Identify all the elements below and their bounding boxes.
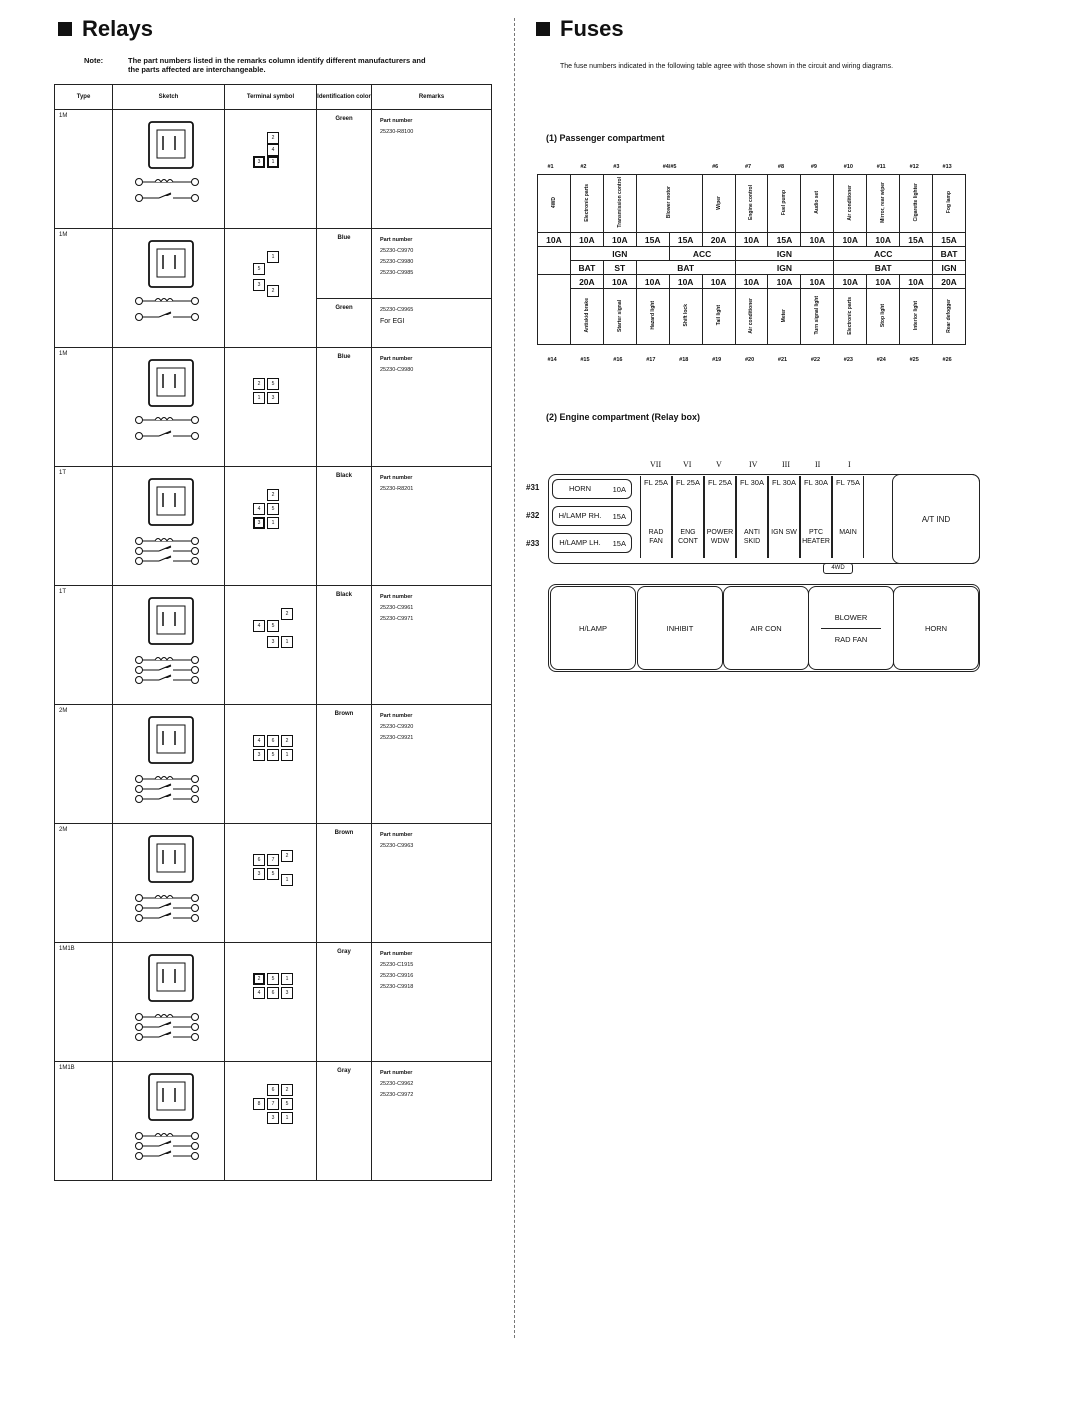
fuse-label: 4WD: [538, 175, 571, 233]
terminal-pin: 5: [281, 1098, 293, 1110]
terminal-pin: 1: [281, 874, 293, 886]
fuse-label: Hazard light: [636, 289, 669, 345]
terminal-cell: [225, 1062, 317, 1181]
terminal-pin: 1: [281, 973, 293, 985]
terminal-cell: [225, 467, 317, 586]
fuse-label: Electronic parts: [834, 289, 867, 345]
fuse-amp: 10A: [834, 233, 867, 247]
terminal-pin: 2: [253, 378, 265, 390]
fuses-title: Fuses: [560, 16, 624, 41]
remarks-cell: [372, 348, 492, 467]
fuse-amp: 10A: [735, 233, 768, 247]
fuse-amp: 15A: [933, 233, 966, 247]
remarks-head: Part number: [380, 475, 413, 481]
part-number: 25230-C9921: [380, 735, 414, 741]
remarks-cell: [372, 229, 492, 348]
fuse-amp: 15A: [669, 233, 702, 247]
remarks-head: Part number: [380, 713, 413, 719]
sketch-cell: [113, 1062, 225, 1181]
terminal-pin: 3: [253, 517, 265, 529]
relay-row: [55, 943, 492, 1062]
fusible-link: FL 25A POWER WDW: [704, 476, 736, 558]
relay-slot: HORN: [893, 586, 979, 670]
color-cell: [317, 229, 372, 348]
small-fuse: H/LAMP LH. 15A: [552, 533, 632, 553]
fuse-source: BAT: [834, 261, 933, 275]
fusible-link: FL 30A ANTI SKID: [736, 476, 768, 558]
part-number: 25230-C9971: [380, 616, 414, 622]
type-cell: 1T: [55, 467, 113, 586]
fuse-label: Blower motor: [636, 175, 702, 233]
fuse-amp: 20A: [702, 233, 735, 247]
fuse-number: #22: [810, 357, 821, 363]
fuse-number: #20: [745, 357, 755, 363]
relay-row: [55, 467, 492, 586]
passenger-fuse-table: [537, 174, 966, 345]
header-color: Identification color: [317, 85, 372, 110]
part-number: 25230-C9963: [380, 843, 414, 849]
part-number: 25230-C9970: [380, 248, 414, 254]
fuse-label: Cigarette lighter: [900, 175, 933, 233]
fuse-source: IGN: [570, 247, 669, 261]
terminal-pin: 7: [267, 854, 279, 866]
fuse-amp: 10A: [768, 275, 801, 289]
terminal-pin: 4: [253, 620, 265, 632]
color-value-2: Green: [335, 305, 353, 311]
fuse-label-row: [538, 175, 966, 233]
fuse-source: ACC: [669, 247, 735, 261]
fuse-number: #2: [580, 164, 587, 170]
color-cell: Black: [317, 467, 372, 586]
fuse-number: #11: [876, 164, 886, 170]
terminal-pin: 4: [253, 735, 265, 747]
fuse-amp: 10A: [702, 275, 735, 289]
fuse-label: Air conditioner: [735, 289, 768, 345]
note-label: Note:: [84, 56, 104, 65]
terminal-pin: 5: [267, 973, 279, 985]
header-sketch: Sketch: [113, 85, 225, 110]
relay-table: [54, 84, 492, 1181]
fuse-label: Fuel pump: [768, 175, 801, 233]
fuse-roman-number: I: [848, 460, 851, 469]
engine-heading: (2) Engine compartment (Relay box): [546, 412, 701, 422]
fuse-number: #9: [810, 164, 817, 170]
fuse-number: #1: [547, 164, 554, 170]
fuse-slot-number: #33: [526, 539, 540, 548]
part-number: 25230-C9965: [380, 307, 414, 313]
terminal-cell: [225, 705, 317, 824]
terminal-pin: 1: [281, 749, 293, 761]
fuse-amp: 20A: [933, 275, 966, 289]
fuse-number: #14: [547, 357, 557, 363]
fuse-amp: 10A: [603, 233, 636, 247]
part-number: 25230-C9962: [380, 1081, 414, 1087]
at-ind-slot: A/T IND: [892, 474, 980, 564]
fuse-source: ST: [603, 261, 636, 275]
terminal-cell: [225, 229, 317, 348]
fuse-number: #12: [909, 164, 919, 170]
fuse-source: IGN: [735, 261, 834, 275]
terminal-pin: 3: [267, 636, 279, 648]
relay-row: [55, 824, 492, 943]
fuse-amp: 10A: [735, 275, 768, 289]
fuse-number: #24: [876, 357, 886, 363]
fuse-bottom-amp-row: [538, 275, 966, 289]
fuse-amp: 15A: [768, 233, 801, 247]
sketch-cell: [113, 824, 225, 943]
remarks-head: Part number: [380, 356, 413, 362]
fuse-source-row-2: [538, 261, 966, 275]
part-number: 25230-C9918: [380, 984, 414, 990]
part-number: 25230-C1915: [380, 962, 414, 968]
bullet-square-icon: [536, 22, 550, 36]
fuse-amp: 10A: [669, 275, 702, 289]
type-cell: 1M: [55, 229, 113, 348]
fusible-link: FL 25A RAD FAN: [640, 476, 672, 558]
sketch-cell: [113, 586, 225, 705]
part-number: For EGI: [380, 318, 405, 325]
fuse-number: #25: [909, 357, 919, 363]
terminal-pin: 2: [253, 973, 265, 985]
fuse-source: BAT: [636, 261, 735, 275]
relay-slot: H/LAMP: [550, 586, 636, 670]
color-cell: Black: [317, 586, 372, 705]
relay-sketch-icon: [131, 594, 203, 688]
fuse-number: #26: [942, 357, 952, 363]
terminal-pin: 6: [267, 1084, 279, 1096]
heater-sub-label: 4WD: [823, 563, 853, 574]
terminal-pin: 3: [267, 392, 279, 404]
fuse-amp: 10A: [834, 275, 867, 289]
fuse-roman-number: II: [815, 460, 821, 469]
relay-sketch-icon: [131, 713, 203, 807]
type-cell: 1M: [55, 110, 113, 229]
fuse-bottom-label-row: [538, 289, 966, 345]
relay-sketch-icon: [131, 118, 203, 212]
fuse-label: Wiper: [702, 175, 735, 233]
remarks-head: Part number: [380, 594, 413, 600]
fuse-roman-number: III: [782, 460, 790, 469]
remarks-cell: [372, 705, 492, 824]
fuse-number: #10: [843, 164, 853, 170]
relay-sketch-icon: [131, 475, 203, 569]
relay-sketch-icon: [131, 356, 203, 450]
terminal-pin: 2: [281, 608, 293, 620]
terminal-cell: [225, 943, 317, 1062]
type-cell: 1M1B: [55, 943, 113, 1062]
relay-row: [55, 110, 492, 229]
small-fuse: HORN 10A: [552, 479, 632, 499]
fuse-amp: 10A: [900, 275, 933, 289]
fuses-heading: [536, 16, 624, 42]
terminal-pin: 8: [253, 1098, 265, 1110]
fuse-amp: 10A: [867, 233, 900, 247]
terminal-pin: 2: [267, 489, 279, 501]
relay-table-header: [55, 85, 492, 110]
part-number: 25230-C9916: [380, 973, 414, 979]
fuse-slot-number: #31: [526, 483, 540, 492]
remarks-cell: [372, 943, 492, 1062]
part-number: 25230-C9961: [380, 605, 414, 611]
fuse-note: The fuse numbers indicated in the following table agree with those shown in the circuit and wiring diagrams.: [560, 63, 894, 70]
type-cell: 2M: [55, 705, 113, 824]
sketch-cell: [113, 705, 225, 824]
fuse-amp: 15A: [636, 233, 669, 247]
terminal-pin: 2: [267, 132, 279, 144]
header-terminal: Terminal symbol: [225, 85, 317, 110]
fuse-label: Meter: [768, 289, 801, 345]
fuse-label: Starter signal: [603, 289, 636, 345]
fuse-roman-number: V: [716, 460, 722, 469]
relays-heading: [58, 16, 153, 42]
fuse-source: ACC: [834, 247, 933, 261]
fuse-source: BAT: [570, 261, 603, 275]
note-text: The part numbers listed in the remarks column identify different manufacturers and the parts affected are interchangeable.: [128, 56, 426, 74]
color-cell: Gray: [317, 943, 372, 1062]
terminal-pin: 6: [267, 735, 279, 747]
fuse-number: #17: [646, 357, 656, 363]
fuse-amp: 10A: [801, 233, 834, 247]
part-number: 25230-C9920: [380, 724, 414, 730]
terminal-pin: 2: [281, 850, 293, 862]
fuse-number: #4/#5: [662, 164, 677, 170]
terminal-pin: 3: [253, 749, 265, 761]
bullet-square-icon: [58, 22, 72, 36]
header-remarks: Remarks: [372, 85, 492, 110]
relay-slot: AIR CON: [723, 586, 809, 670]
terminal-pin: 3: [281, 987, 293, 999]
fusible-link: FL 25A ENG CONT: [672, 476, 704, 558]
fuse-number: #19: [712, 357, 722, 363]
part-number: 25230-R8201: [380, 486, 414, 492]
fuse-number: #16: [613, 357, 623, 363]
part-number: 25230-C9972: [380, 1092, 414, 1098]
fuse-amp: 10A: [867, 275, 900, 289]
terminal-pin: 2: [281, 735, 293, 747]
sketch-cell: [113, 110, 225, 229]
terminal-pin: 1: [267, 251, 279, 263]
color-cell: Brown: [317, 705, 372, 824]
terminal-pin: 5: [267, 749, 279, 761]
relay-row: [55, 1062, 492, 1181]
remarks-cell: [372, 110, 492, 229]
sketch-cell: [113, 229, 225, 348]
fuse-label: Mirror, rear wiper: [867, 175, 900, 233]
fuse-number: #6: [712, 164, 719, 170]
terminal-cell: [225, 824, 317, 943]
part-number: 25230-C9985: [380, 270, 414, 276]
remarks-cell: [372, 1062, 492, 1181]
fuse-number: #15: [580, 357, 590, 363]
fuse-amp: 10A: [570, 233, 603, 247]
terminal-pin: 7: [267, 1098, 279, 1110]
fuse-source: IGN: [735, 247, 834, 261]
terminal-pin: 5: [253, 263, 265, 275]
relay-row: [55, 229, 492, 348]
terminal-pin: 2: [267, 285, 279, 297]
sketch-cell: [113, 348, 225, 467]
fuse-amp: 15A: [900, 233, 933, 247]
remarks-head: Part number: [380, 1070, 413, 1076]
fuse-label: Rear defogger: [933, 289, 966, 345]
fuse-label: Shift lock: [669, 289, 702, 345]
fuse-label: Engine control: [735, 175, 768, 233]
fuse-source: BAT: [933, 247, 966, 261]
remarks-head: Part number: [380, 237, 413, 243]
type-cell: 1M1B: [55, 1062, 113, 1181]
fuse-label: Transmission control: [603, 175, 636, 233]
color-cell: Blue: [317, 348, 372, 467]
fuse-label: Electronic parts: [570, 175, 603, 233]
fuse-amp: 20A: [570, 275, 603, 289]
terminal-pin: 4: [253, 503, 265, 515]
terminal-pin: 2: [281, 1084, 293, 1096]
type-cell: 1M: [55, 348, 113, 467]
relay-slot: INHIBIT: [637, 586, 723, 670]
remarks-head: Part number: [380, 832, 413, 838]
part-number: 25230-C9980: [380, 259, 414, 265]
sketch-cell: [113, 943, 225, 1062]
fuse-number: #18: [679, 357, 689, 363]
header-type: Type: [55, 85, 113, 110]
terminal-pin: 1: [267, 156, 279, 168]
passenger-heading: (1) Passenger compartment: [546, 133, 665, 143]
page-divider: [514, 18, 515, 1338]
terminal-pin: 3: [253, 868, 265, 880]
color-value: Blue: [317, 229, 371, 299]
remarks-head: Part number: [380, 951, 413, 957]
fuse-amp: 10A: [603, 275, 636, 289]
relays-title: Relays: [82, 16, 153, 41]
terminal-pin: 1: [267, 517, 279, 529]
fuse-label: Tail light: [702, 289, 735, 345]
fuse-roman-number: VI: [683, 460, 692, 469]
terminal-pin: 6: [253, 854, 265, 866]
fuse-label: Air conditioner: [834, 175, 867, 233]
relay-sketch-icon: [131, 237, 203, 331]
fusible-link: FL 30A PTC HEATER: [800, 476, 832, 558]
type-cell: 1T: [55, 586, 113, 705]
terminal-pin: 4: [253, 987, 265, 999]
remarks-cell: [372, 586, 492, 705]
fuse-label: Stop light: [867, 289, 900, 345]
fuse-amp: 10A: [801, 275, 834, 289]
fuse-number: #21: [777, 357, 788, 363]
relay-slot: BLOWER RAD FAN: [808, 586, 894, 670]
terminal-pin: 3: [253, 279, 265, 291]
terminal-cell: [225, 586, 317, 705]
relay-row: [55, 348, 492, 467]
terminal-pin: 1: [281, 1112, 293, 1124]
fuse-label: Interior light: [900, 289, 933, 345]
fuse-roman-number: VII: [650, 460, 662, 469]
type-cell: 2M: [55, 824, 113, 943]
terminal-pin: 6: [267, 987, 279, 999]
part-number: 25230-R8100: [380, 129, 414, 135]
fuse-number: #3: [613, 164, 620, 170]
terminal-pin: 5: [267, 378, 279, 390]
relay-row: [55, 705, 492, 824]
fuse-label: Turn signal light: [801, 289, 834, 345]
fuse-label: Audio set: [801, 175, 834, 233]
fusible-link: FL 75A MAIN: [832, 476, 864, 558]
terminal-pin: 4: [267, 144, 279, 156]
color-cell: Gray: [317, 1062, 372, 1181]
part-number: 25230-C9980: [380, 367, 414, 373]
remarks-head: Part number: [380, 118, 413, 124]
terminal-pin: 5: [267, 868, 279, 880]
relay-sketch-icon: [131, 832, 203, 926]
fuse-number: #23: [843, 357, 853, 363]
color-cell: Green: [317, 110, 372, 229]
fuse-label: Antiskid brake: [570, 289, 603, 345]
fuse-roman-number: IV: [749, 460, 758, 469]
fuse-number: #13: [942, 164, 952, 170]
fuse-number: #7: [745, 164, 752, 170]
small-fuse: H/LAMP RH. 15A: [552, 506, 632, 526]
sketch-cell: [113, 467, 225, 586]
terminal-cell: [225, 348, 317, 467]
relay-row: [55, 586, 492, 705]
remarks-cell: [372, 824, 492, 943]
terminal-pin: 1: [281, 636, 293, 648]
fuse-amp: 10A: [636, 275, 669, 289]
color-cell: Brown: [317, 824, 372, 943]
fuse-source-row-1: [538, 247, 966, 261]
fusible-link: FL 30A IGN SW: [768, 476, 800, 558]
fuse-slot-number: #32: [526, 511, 540, 520]
fuse-number: #8: [777, 164, 785, 170]
terminal-cell: [225, 110, 317, 229]
fuse-amp: 10A: [538, 233, 571, 247]
remarks-cell: [372, 467, 492, 586]
terminal-pin: 5: [267, 503, 279, 515]
fuse-label: Fog lamp: [933, 175, 966, 233]
relay-sketch-icon: [131, 1070, 203, 1164]
relay-sketch-icon: [131, 951, 203, 1045]
terminal-pin: 5: [267, 620, 279, 632]
terminal-pin: 1: [253, 392, 265, 404]
terminal-pin: 3: [267, 1112, 279, 1124]
fuse-source: IGN: [933, 261, 966, 275]
terminal-pin: 3: [253, 156, 265, 168]
fuse-amp-row: [538, 233, 966, 247]
